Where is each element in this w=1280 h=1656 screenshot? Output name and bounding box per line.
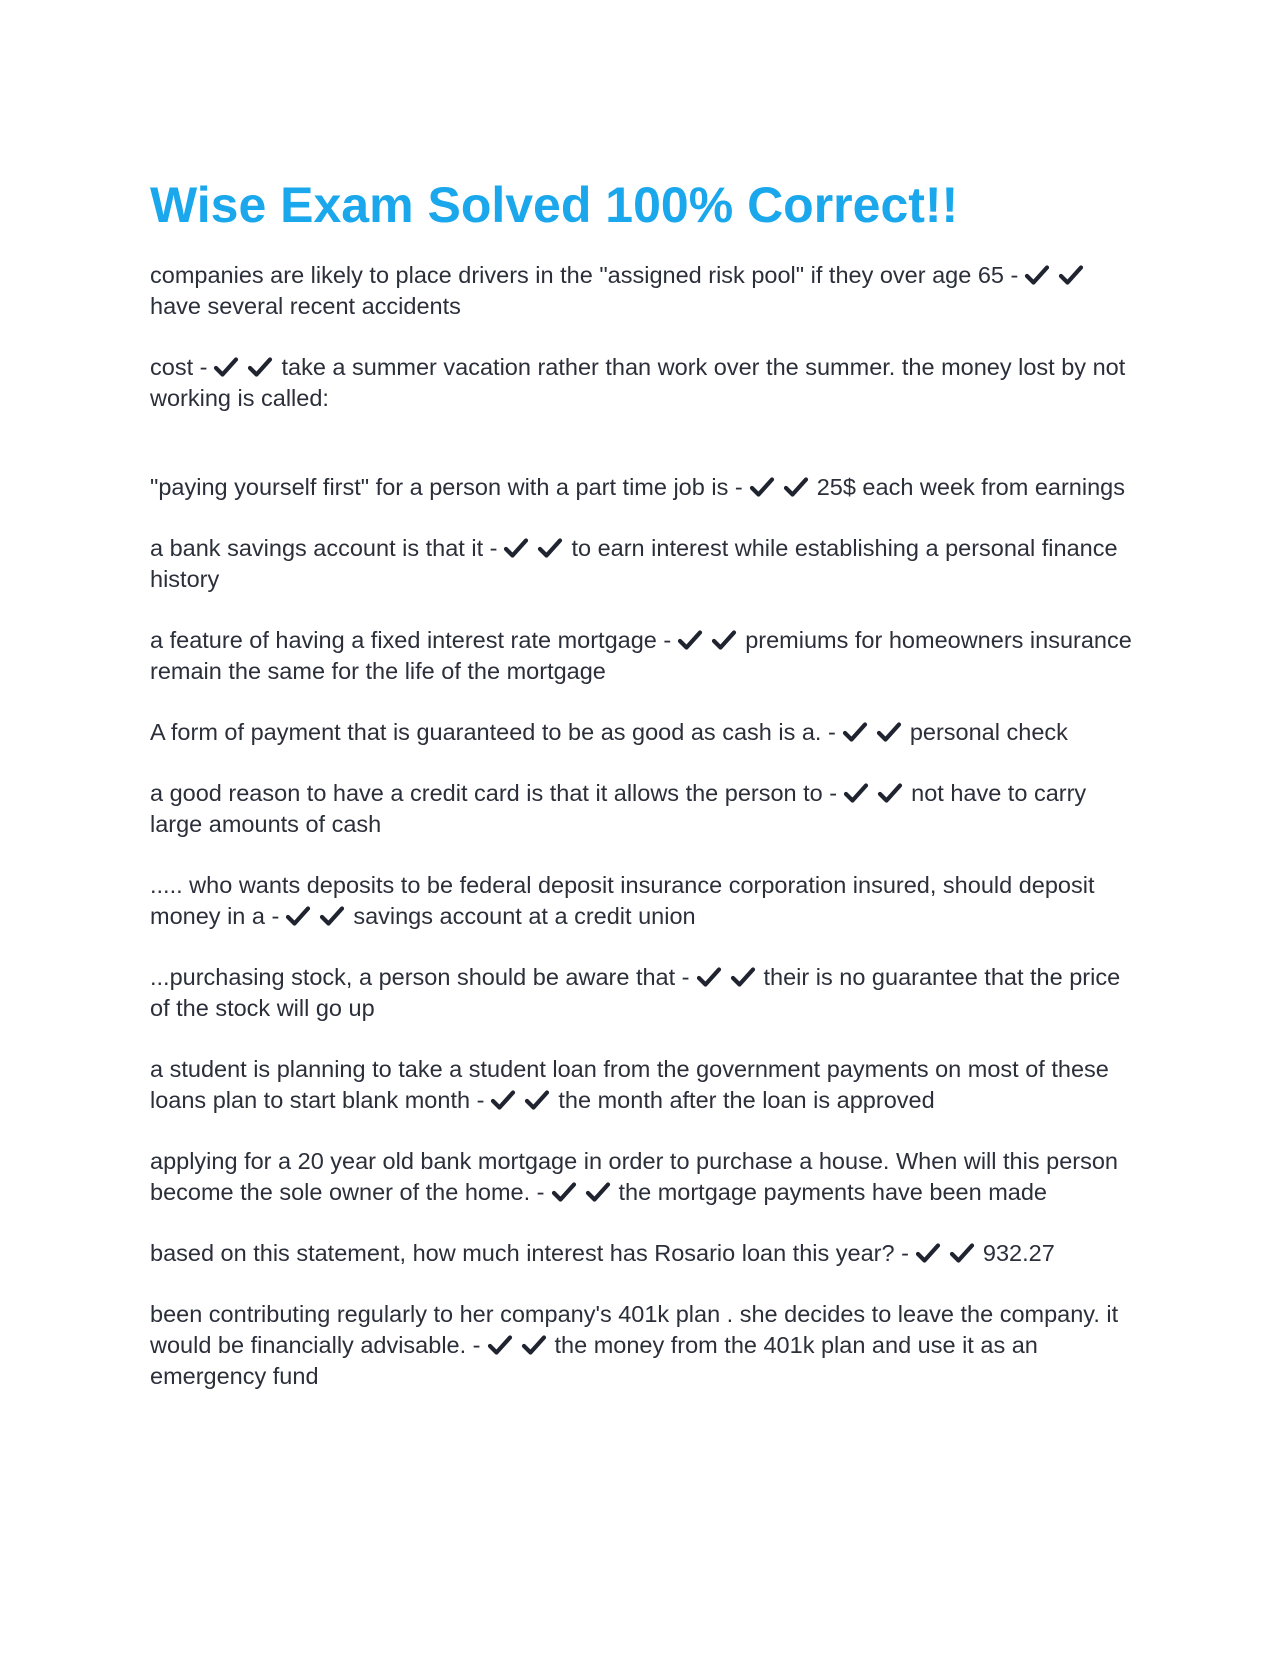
qa-question: a good reason to have a credit card is that it allows the person to - [150, 780, 838, 806]
qa-item [150, 962, 1140, 1024]
qa-item [150, 472, 1140, 503]
qa-item [150, 778, 1140, 840]
qa-answer: have several recent accidents [150, 293, 461, 319]
qa-item [150, 352, 1140, 414]
heavy-check-mark-icon [843, 782, 869, 804]
qa-answer: personal check [909, 719, 1068, 745]
qa-item [150, 1299, 1140, 1392]
heavy-check-mark-icon [247, 356, 273, 378]
heavy-check-mark-icon [521, 1334, 547, 1356]
qa-question: ..... who wants deposits to be federal deposit insurance corporation insured, should deposit money in a - [150, 872, 1095, 929]
heavy-check-mark-icon [677, 629, 703, 651]
heavy-check-mark-icon [730, 966, 756, 988]
heavy-check-mark-icon [285, 905, 311, 927]
qa-question: applying for a 20 year old bank mortgage in order to purchase a house. When will this person become the sole owner of the home. - [150, 1148, 1118, 1205]
document-title: Wise Exam Solved 100% Correct!! [150, 177, 959, 233]
qa-item [150, 625, 1140, 687]
qa-question: A form of payment that is guaranteed to be as good as cash is a. - [150, 719, 836, 745]
heavy-check-mark-icon [1058, 264, 1084, 286]
heavy-check-mark-icon [877, 782, 903, 804]
qa-question: a feature of having a fixed interest rate mortgage - [150, 627, 672, 653]
heavy-check-mark-icon [876, 721, 902, 743]
qa-item [150, 533, 1140, 595]
document-page [150, 172, 1140, 1422]
heavy-check-mark-icon [487, 1334, 513, 1356]
qa-item [150, 870, 1140, 932]
heavy-check-mark-icon [749, 476, 775, 498]
qa-answer: not have to carry large amounts of cash [150, 780, 1087, 837]
qa-list [150, 260, 1140, 1392]
qa-answer: the month after the loan is approved [558, 1087, 935, 1113]
qa-question: a student is planning to take a student loan from the government payments on most of these loans plan to start blank month - [150, 1056, 1109, 1113]
qa-item [150, 717, 1140, 748]
qa-question: a bank savings account is that it - [150, 535, 498, 561]
qa-question: been contributing regularly to her company's 401k plan . she decides to leave the company. it would be financially advisable. - [150, 1301, 1119, 1358]
heavy-check-mark-icon [783, 476, 809, 498]
qa-item [150, 1054, 1140, 1116]
qa-item [150, 260, 1140, 322]
qa-answer: their is no guarantee that the price of the stock will go up [150, 964, 1121, 1021]
heavy-check-mark-icon [711, 629, 737, 651]
heavy-check-mark-icon [585, 1181, 611, 1203]
qa-item [150, 1238, 1140, 1269]
heavy-check-mark-icon [503, 537, 529, 559]
heavy-check-mark-icon [1024, 264, 1050, 286]
qa-question: based on this statement, how much interest has Rosario loan this year? - [150, 1240, 909, 1266]
heavy-check-mark-icon [490, 1089, 516, 1111]
heavy-check-mark-icon [213, 356, 239, 378]
heavy-check-mark-icon [524, 1089, 550, 1111]
qa-answer: 932.27 [982, 1240, 1055, 1266]
qa-answer: savings account at a credit union [353, 903, 696, 929]
heavy-check-mark-icon [319, 905, 345, 927]
heavy-check-mark-icon [915, 1242, 941, 1264]
heavy-check-mark-icon [537, 537, 563, 559]
qa-question: companies are likely to place drivers in the "assigned risk pool" if they over age 65 - [150, 262, 1019, 288]
qa-answer: take a summer vacation rather than work over the summer. the money lost by not working is called: [150, 354, 1126, 411]
qa-item [150, 1146, 1140, 1208]
qa-question: "paying yourself first" for a person with a part time job is - [150, 474, 743, 500]
qa-answer: premiums for homeowners insurance remain the same for the life of the mortgage [150, 627, 1132, 684]
heavy-check-mark-icon [842, 721, 868, 743]
qa-answer: the mortgage payments have been made [618, 1179, 1047, 1205]
heavy-check-mark-icon [551, 1181, 577, 1203]
qa-answer: to earn interest while establishing a personal finance history [150, 535, 1118, 592]
heavy-check-mark-icon [949, 1242, 975, 1264]
qa-answer: the money from the 401k plan and use it as an emergency fund [150, 1332, 1038, 1389]
heavy-check-mark-icon [696, 966, 722, 988]
qa-answer: 25$ each week from earnings [816, 474, 1125, 500]
qa-question: cost - [150, 354, 208, 380]
qa-question: ...purchasing stock, a person should be aware that - [150, 964, 690, 990]
